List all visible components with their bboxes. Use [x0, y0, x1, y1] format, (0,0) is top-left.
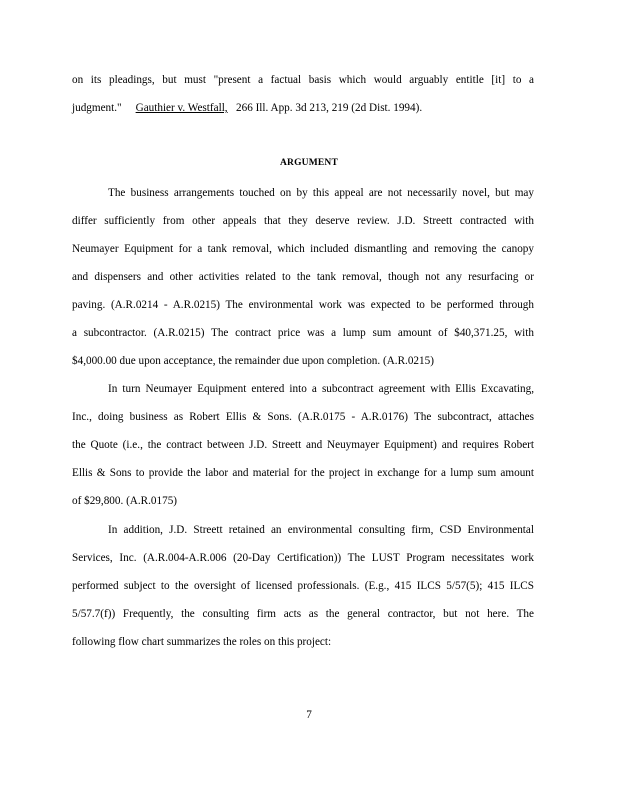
- paragraph-1-line-2: differ sufficiently from other appeals that they deserve review. J.D. Streett contracted with: [72, 215, 534, 227]
- intro-line-2: [72, 101, 534, 115]
- section-heading: ARGUMENT: [279, 158, 339, 168]
- paragraph-3-line-2: Services, Inc. (A.R.004-A.R.006 (20-Day Certification)) The LUST Program necessitates work: [72, 552, 534, 564]
- paragraph-2-line-1: In turn Neumayer Equipment entered into a subcontract agreement with Ellis Excavating,: [108, 383, 534, 395]
- paragraph-2-line-2: Inc., doing business as Robert Ellis & Sons. (A.R.0175 - A.R.0176) The subcontract, attaches: [72, 411, 534, 423]
- paragraph-2-line-3: the Quote (i.e., the contract between J.D. Streett and Neuymayer Equipment) and requires Robert: [72, 439, 534, 451]
- paragraph-3-line-5: following flow chart summarizes the roles on this project:: [72, 636, 332, 648]
- paragraph-1-line-4: and dispensers and other activities related to the tank removal, though not any resurfacing or: [72, 271, 534, 283]
- paragraph-1-line-1: The business arrangements touched on by this appeal are not necessarily novel, but may: [108, 187, 534, 199]
- paragraph-2-line-4: Ellis & Sons to provide the labor and material for the project in exchange for a lump sum amount: [72, 467, 534, 479]
- paragraph-1-line-6: a subcontractor. (A.R.0215) The contract price was a lump sum amount of $40,371.25, with: [72, 327, 534, 339]
- paragraph-3-line-3: performed subject to the oversight of licensed professionals. (E.g., 415 ILCS 5/57(5); 415 ILCS: [72, 580, 534, 592]
- paragraph-3-line-1: In addition, J.D. Streett retained an environmental consulting firm, CSD Environmental: [108, 524, 534, 536]
- paragraph-1-line-7: $4,000.00 due upon acceptance, the remainder due upon completion. (A.R.0215): [72, 355, 434, 367]
- paragraph-1-line-5: paving. (A.R.0214 - A.R.0215) The environmental work was expected to be performed through: [72, 299, 534, 311]
- intro-line-2-start: judgment.": [72, 102, 122, 114]
- paragraph-3-line-4: 5/57.7(f)) Frequently, the consulting firm acts as the general contractor, but not here. The: [72, 608, 534, 620]
- page-number: 7: [306, 709, 312, 721]
- paragraph-1-line-3: Neumayer Equipment for a tank removal, which included dismantling and removing the canopy: [72, 243, 534, 255]
- paragraph-2-line-5: of $29,800. (A.R.0175): [72, 495, 178, 507]
- case-citation-name: Gauthier v. Westfall,: [135, 102, 228, 114]
- case-citation-reference: 266 Ill. App. 3d 213, 219 (2d Dist. 1994).: [236, 102, 423, 114]
- intro-line-1: on its pleadings, but must "present a factual basis which would arguably entitle [it] to a: [72, 74, 534, 86]
